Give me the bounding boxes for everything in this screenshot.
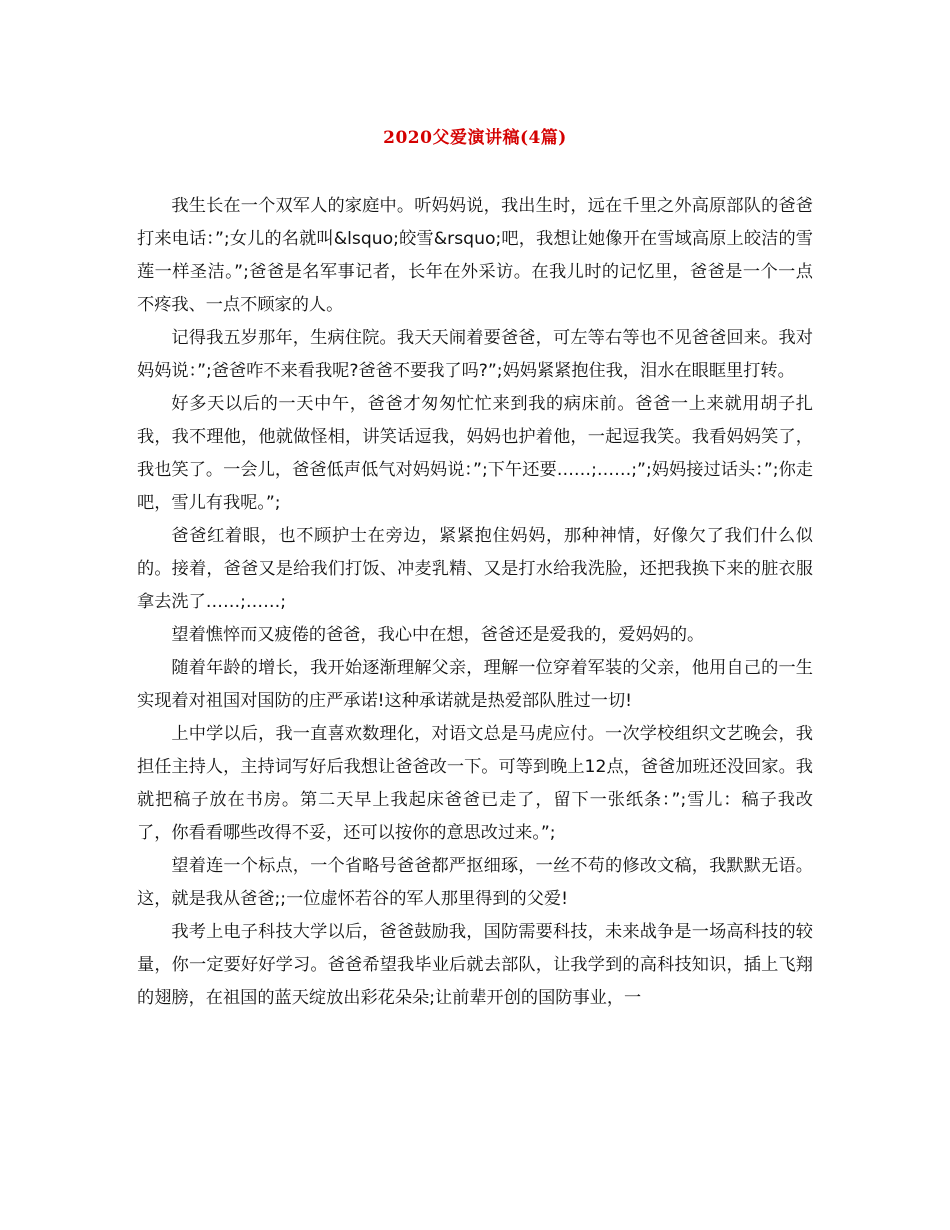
paragraph: 好多天以后的一天中午，爸爸才匆匆忙忙来到我的病床前。爸爸一上来就用胡子扎我，我不理他，他就做怪相，讲笑话逗我，妈妈也护着他，一起逗我笑。我看妈妈笑了，我也笑了。一会儿，爸爸低声低气对妈妈说：”;下午还要……;……;”;妈妈接过话头：”;你走吧，雪儿有我呢。”; bbox=[137, 394, 813, 513]
paragraph: 望着连一个标点，一个省略号爸爸都严抠细琢，一丝不苟的修改文稿，我默默无语。这，就是我从爸爸;;一位虚怀若谷的军人那里得到的父爱! bbox=[137, 856, 813, 909]
paragraph: 爸爸红着眼，也不顾护士在旁边，紧紧抱住妈妈，那种神情，好像欠了我们什么似的。接着，爸爸又是给我们打饭、冲麦乳精、又是打水给我洗脸，还把我换下来的脏衣服拿去洗了……;……; bbox=[137, 526, 813, 612]
paragraph: 我生长在一个双军人的家庭中。听妈妈说，我出生时，远在千里之外高原部队的爸爸打来电话：”;女儿的名就叫&lsquo;皎雪&rsquo;吧，我想让她像开在雪域高原上皎洁的雪莲一样圣洁。”;爸爸是名军事记者，长年在外采访。在我儿时的记忆里，爸爸是一个一点不疼我、一点不顾家的人。 bbox=[137, 196, 813, 315]
paragraph: 望着憔悴而又疲倦的爸爸，我心中在想，爸爸还是爱我的，爱妈妈的。 bbox=[171, 625, 705, 645]
document-body bbox=[137, 190, 813, 1015]
paragraph: 记得我五岁那年，生病住院。我天天闹着要爸爸，可左等右等也不见爸爸回来。我对妈妈说：”;爸爸咋不来看我呢?爸爸不要我了吗?”;妈妈紧紧抱住我，泪水在眼眶里打转。 bbox=[137, 328, 813, 381]
paragraph: 我考上电子科技大学以后，爸爸鼓励我，国防需要科技，未来战争是一场高科技的较量，你一定要好好学习。爸爸希望我毕业后就去部队，让我学到的高科技知识，插上飞翔的翅膀，在祖国的蓝天绽放出彩花朵朵;让前辈开创的国防事业，一 bbox=[137, 922, 813, 1008]
paragraph: 上中学以后，我一直喜欢数理化，对语文总是马虎应付。一次学校组织文艺晚会，我担任主持人，主持词写好后我想让爸爸改一下。可等到晚上12点，爸爸加班还没回家。我就把稿子放在书房。第二天早上我起床爸爸已走了，留下一张纸条：”;雪儿：稿子我改了，你看看哪些改得不妥，还可以按你的意思改过来。”; bbox=[137, 724, 813, 843]
paragraph: 随着年龄的增长，我开始逐渐理解父亲，理解一位穿着军装的父亲，他用自己的一生实现着对祖国对国防的庄严承诺!这种承诺就是热爱部队胜过一切! bbox=[137, 658, 813, 711]
document-title: 2020父爱演讲稿(4篇) bbox=[383, 128, 567, 148]
